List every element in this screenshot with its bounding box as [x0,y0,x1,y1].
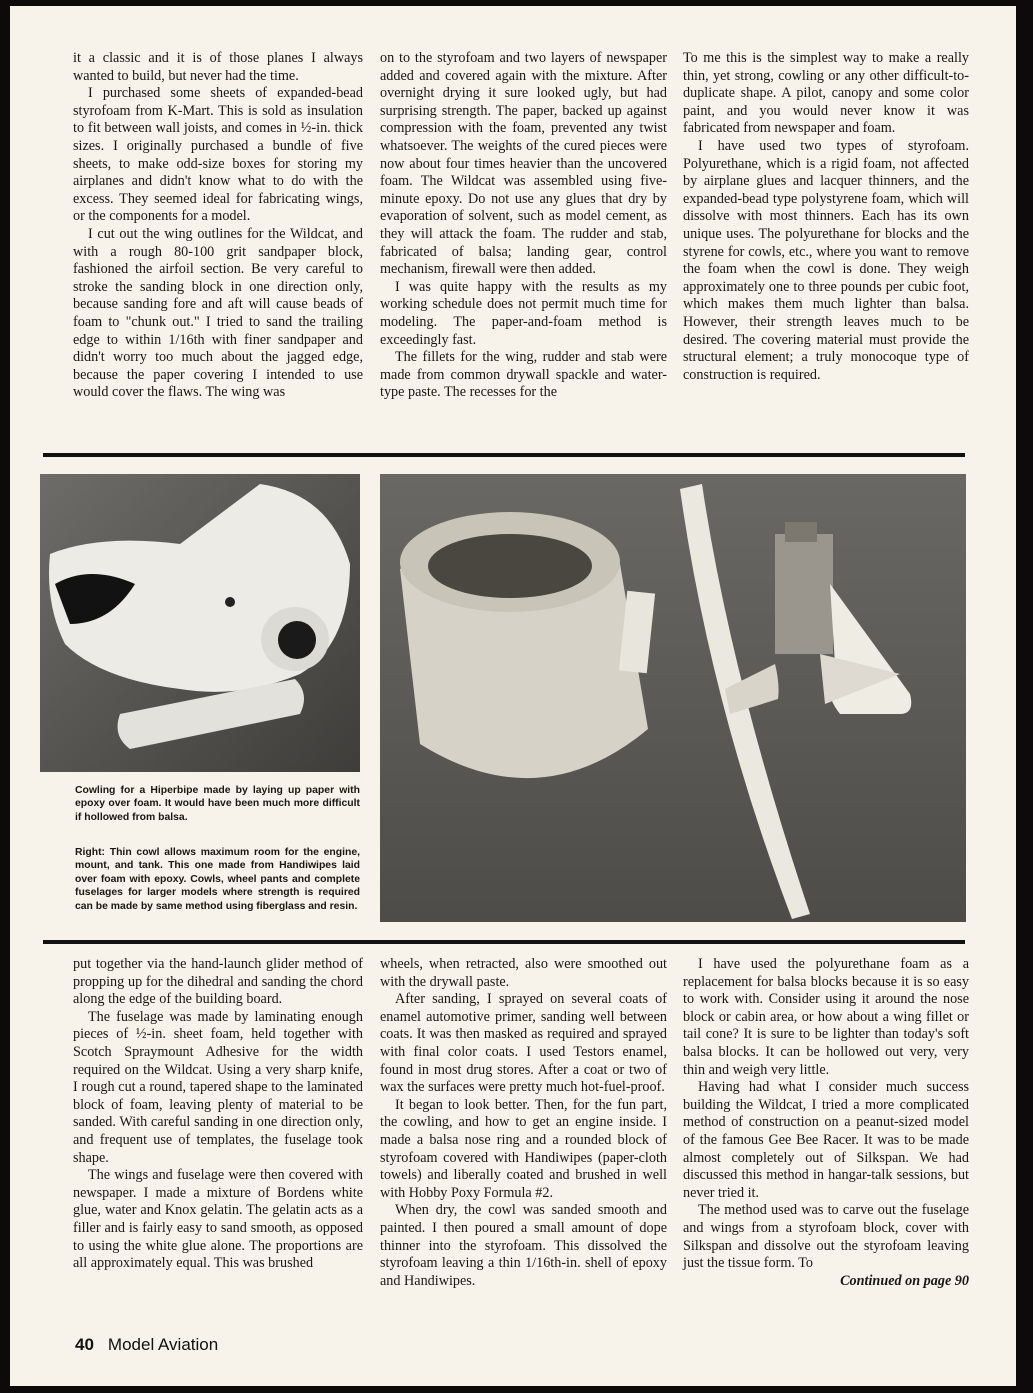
paragraph: It began to look better. Then, for the fun part, the cowling, and how to get an engine inside. I made a balsa nose ring and a rounded block of styrofoam covered with Handiwipes (paper-cloth towels) and liberally coated and brushed in well with Hobby Poxy Formula #2. [380,1096,667,1201]
photo-cowling-hiperbipe [40,474,360,772]
caption-thin-cowl-text: Right: Thin cowl allows maximum room for the engine, mount, and tank. This one made from Handiwipes laid over foam with epoxy. Cowls, wheel pants and complete fuselages for larger models where strength is required can be made by same method using fiberglass and resin. [75,847,360,912]
page-footer [75,1335,218,1355]
page-number: 40 [75,1335,94,1354]
caption-cowling-text: Cowling for a Hiperbipe made by laying up paper with epoxy over foam. It would have been much more difficult if hollowed from balsa. [75,785,360,823]
caption-thin-cowl [75,846,360,913]
paragraph: put together via the hand-launch glider method of propping up for the dihedral and sanding the chord along the edge of the building board. [73,956,363,1008]
paragraph: wheels, when retracted, also were smoothed out with the drywall paste. [380,956,667,990]
paragraph: I have used two types of styrofoam. Polyurethane, which is a rigid foam, not affected by airplane glues and lacquer thinners, and the expanded-bead type polystyrene foam, which will dissolve with most thinners. Each has its own unique uses. The polyurethane for blocks and the styrene for cowls, etc., where you want to remove the foam when the cowl is done. They weigh approximately one to three pounds per cubic foot, which makes them much lighter than balsa. However, their strength leaves much to be desired. The covering material must provide the structural element; a truly monocoque type of construction is required. [683,137,969,383]
paragraph: it a classic and it is of those planes I always wanted to build, but never had the time. [73,50,363,84]
paragraph: The fuselage was made by laminating enough pieces of ½-in. sheet foam, held together with Scotch Spraymount Adhesive for the width required on the Wildcat. Using a very sharp knife, I rough cut a round, tapered shape to the laminated block of foam, leaving plenty of material to be sanded. With careful sanding in one direction only, and frequent use of templates, the fuselage took shape. [73,1008,363,1166]
paragraph: I cut out the wing outlines for the Wildcat, and with a rough 80-100 grit sandpaper block, fashioned the airfoil section. Be very careful to stroke the sanding block in one direction only, because sanding fore and aft will cause beads of foam to "chunk out." I tried to sand the trailing edge to within 1/16th with finer sandpaper and didn't worry too much about the jagged edge, because the paper covering I intended to use would cover the flaws. The wing was [73,225,363,401]
paragraph: The method used was to carve out the fuselage and wings from a styrofoam block, cover with Silkspan and dissolve out the styrofoam leaving just the tissue form. To [683,1202,969,1272]
rule-bottom [43,940,965,944]
text-column-top-3 [683,50,969,384]
paragraph: When dry, the cowl was sanded smooth and painted. I then poured a small amount of dope thinner into the styrofoam. This dissolved the styrofoam leaving a thin 1/16th-in. shell of epoxy and Handiwipes. [380,1202,667,1289]
paragraph: I have used the polyurethane foam as a replacement for balsa blocks because it is so easy to work with. Consider using it around the nose block or cabin area, or how about a wing fillet or tail cone? It is sure to be lighter than today's soft balsa blocks. It can be hollowed out very, very thin and weigh very little. [683,956,969,1078]
text-column-bottom-1 [73,956,363,1273]
paragraph: To me this is the simplest way to make a really thin, yet strong, cowling or any other difficult-to-duplicate shape. A pilot, canopy and some color paint, and you would never know it was fabricated from newspaper and foam. [683,50,969,137]
text-column-top-1 [73,50,363,402]
rule-top [43,453,965,457]
continued-note: Continued on page 90 [840,1272,969,1289]
photo-thin-cowl-engine [380,474,966,922]
cowl-engine-illustration [380,474,966,922]
paragraph: The fillets for the wing, rudder and stab were made from common drywall spackle and water-type paste. The recesses for the [380,349,667,401]
text-column-bottom-3 [683,956,969,1290]
paragraph: After sanding, I sprayed on several coats of enamel automotive primer, sanding well between coats. It was then masked as required and sprayed with final color coats. I used Testors enamel, found in most drug stores. After a coat or two of wax the surfaces were pretty much hot-fuel-proof. [380,991,667,1096]
cowling-illustration [40,474,360,772]
paragraph: I was quite happy with the results as my working schedule does not permit much time for modeling. The paper-and-foam method is exceedingly fast. [380,278,667,348]
paragraph: on to the styrofoam and two layers of newspaper added and covered again with the mixture. After overnight drying it sure looked ugly, but had surprising strength. The paper, backed up against compression with the foam, prevented any twist whatsoever. The weights of the cured pieces were now about four times heavier than the uncovered foam. The Wildcat was assembled using five-minute epoxy. Do not use any glues that dry by evaporation of solvent, such as model cement, as they will attack the foam. The rudder and stab, fabricated of balsa; landing gear, control mechanism, firewall were then added. [380,50,667,278]
caption-cowling [75,784,360,824]
magazine-page [10,6,1016,1386]
paragraph: Having had what I consider much success building the Wildcat, I tried a more complicated method of construction on a peanut-sized model of the famous Gee Bee Racer. It was to be made almost completely out of Silkspan. We had discussed this method in hangar-talk sessions, but never tried it. [683,1079,969,1201]
paragraph: The wings and fuselage were then covered with newspaper. I made a mixture of Bordens white glue, water and Knox gelatin. The gelatin acts as a filler and is fairly easy to sand smooth, as opposed to using the white glue alone. The proportions are all approximately equal. This was brushed [73,1167,363,1272]
paragraph: I purchased some sheets of expanded-bead styrofoam from K-Mart. This is sold as insulation to fit between wall joists, and comes in ½-in. thick sizes. I originally purchased a bundle of five sheets, to make odd-size boxes for storing my airplanes and didn't know what to do with the excess. They seemed ideal for fabricating wings, or the components for a model. [73,85,363,225]
magazine-name: Model Aviation [107,1335,219,1354]
text-column-bottom-2 [380,956,667,1290]
text-column-top-2 [380,50,667,402]
